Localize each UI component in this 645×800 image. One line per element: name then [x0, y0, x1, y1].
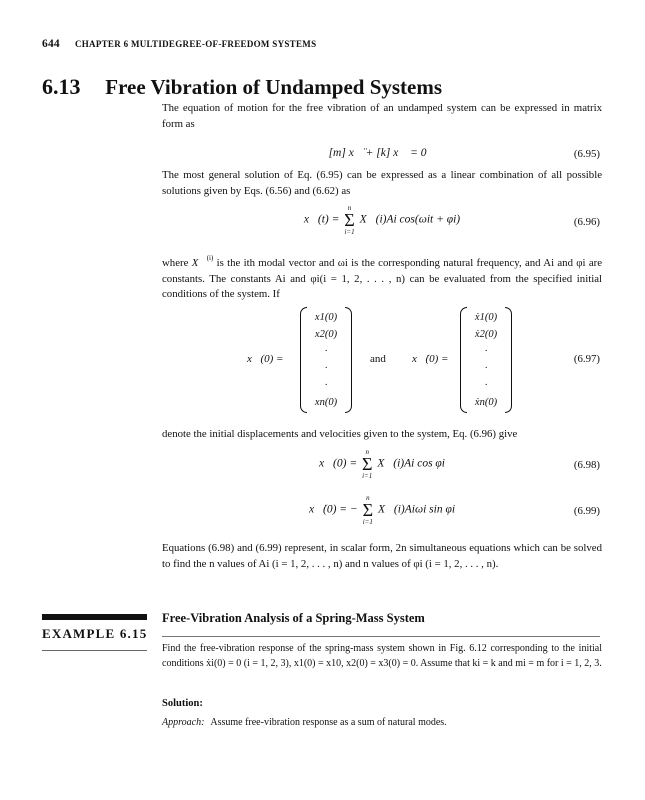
example-underline — [42, 650, 147, 651]
sum-upper: n — [366, 494, 370, 502]
velocity-entry: · — [484, 346, 488, 357]
equation-number-6-95: (6.95) — [573, 148, 600, 160]
running-head — [42, 38, 316, 50]
paragraph-2: The most general solution of Eq. (6.95) can be expressed as a linear combination of all possible solutions given by Eqs. (6.56) and (6.62) as — [162, 169, 602, 197]
eq97-x-lhs: x⃗(0) = — [247, 353, 284, 365]
eq98-rhs: X⃗(i)Ai cos φi — [377, 457, 445, 470]
velocity-entry: · — [484, 363, 488, 374]
section-title-text: Free Vibration of Undamped Systems — [105, 75, 443, 99]
page-number: 644 — [42, 38, 60, 50]
velocity-entry: ẋn(0) — [474, 397, 498, 408]
eq97-and: and — [370, 353, 386, 365]
section-number: 6.13 — [42, 74, 81, 99]
example-title: Free-Vibration Analysis of a Spring-Mass System — [162, 611, 425, 625]
equation-6-99 — [162, 494, 602, 526]
example-body: Find the free-vibration response of the spring-mass system shown in Fig. 6.12 corresponding to the initial conditions ẋi(0) = 0 (i = 1, 2, 3), x1(0) = x10, x2(0) = x3(0) = 0. Assume that ki = k and mi = m for i = 1, 2, 3. — [162, 643, 602, 669]
equation-number-6-96: (6.96) — [573, 216, 600, 228]
eq99-lhs: x⃗̇(0) = − — [308, 503, 358, 516]
example-label: EXAMPLE 6.15 — [42, 626, 148, 641]
displacement-entry: · — [324, 380, 328, 391]
example-bar — [42, 614, 147, 620]
paragraph-1: The equation of motion for the free vibration of an undamped system can be expressed in matrix form as — [162, 102, 602, 130]
p3-start: where — [162, 257, 192, 269]
sum-lower: i=1 — [362, 518, 373, 526]
solution-heading: Solution: — [162, 698, 203, 709]
approach — [162, 717, 447, 728]
equation-number-6-99: (6.99) — [573, 505, 600, 517]
sum-upper: n — [347, 204, 352, 212]
approach-text: Assume free-vibration response as a sum of natural modes. — [210, 717, 447, 728]
equation-number-6-98: (6.98) — [573, 459, 600, 471]
displacement-entry: · — [324, 346, 328, 357]
equation-6-95: [m] x⃗̈ + [k] x⃗ = 0⃗ — [328, 147, 436, 159]
displacement-entry: x1(0) — [314, 312, 338, 323]
eq99-rhs: X⃗(i)Aiωi sin φi — [377, 503, 456, 516]
displacement-entry: · — [324, 363, 328, 374]
eq96-rhs: X⃗(i)Ai cos(ωit + φi) — [359, 213, 461, 226]
p3-rest: is the ith modal vector and ωi is the corresponding natural frequency, and Ai and φi are constants. The constants Ai and φi(i = 1, 2, . . . , n) can be evaluated from the specified initial conditions of the system. If — [162, 257, 603, 300]
paragraph-3: where X⃗$^{(i)}$ is the ith modal vector and ωi is the corresponding natural frequency, and Ai and φi are constants. The constants Ai and φi(i = 1, 2, . . . , n) can be evaluated from the specified initial conditions of the system. If — [162, 254, 603, 300]
example-rule — [162, 636, 600, 637]
approach-label: Approach: — [162, 717, 205, 728]
displacement-entry: x2(0) — [314, 329, 338, 340]
velocity-entry: ẋ2(0) — [474, 329, 498, 340]
equation-6-98 — [162, 448, 602, 480]
initial-velocity-vector — [463, 309, 509, 411]
eq97-v-lhs: x⃗̇(0) = — [412, 353, 449, 365]
chapter-heading: CHAPTER 6 MULTIDEGREE-OF-FREEDOM SYSTEMS — [74, 39, 317, 49]
equation-6-96 — [162, 204, 602, 236]
equation-6-97 — [162, 305, 602, 415]
eq96-lhs: x⃗(t) = — [303, 213, 343, 226]
sum-symbol: n Σ i=1 — [361, 448, 373, 480]
sum-lower: i=1 — [344, 228, 355, 236]
sum-symbol: n Σ i=1 — [362, 494, 374, 526]
initial-displacement-vector — [303, 309, 349, 411]
paragraph-4: denote the initial displacements and velocities given to the system, Eq. (6.96) give — [162, 428, 518, 440]
displacement-entry: xn(0) — [314, 397, 338, 408]
velocity-entry: · — [484, 380, 488, 391]
sum-lower: i=1 — [362, 472, 373, 480]
equation-number-6-97: (6.97) — [573, 353, 600, 365]
sum-symbol: n Σ i=1 — [344, 204, 355, 236]
sum-upper: n — [365, 448, 369, 456]
velocity-entry: ẋ1(0) — [474, 312, 498, 323]
paragraph-5: Equations (6.98) and (6.99) represent, in scalar form, 2n simultaneous equations which can be solved to find the n values of Ai (i = 1, 2, . . . , n) and n values of φi (i = 1, 2, . . . , n). — [162, 542, 602, 570]
section-title — [42, 74, 442, 100]
eq98-lhs: x⃗(0) = — [318, 457, 360, 470]
